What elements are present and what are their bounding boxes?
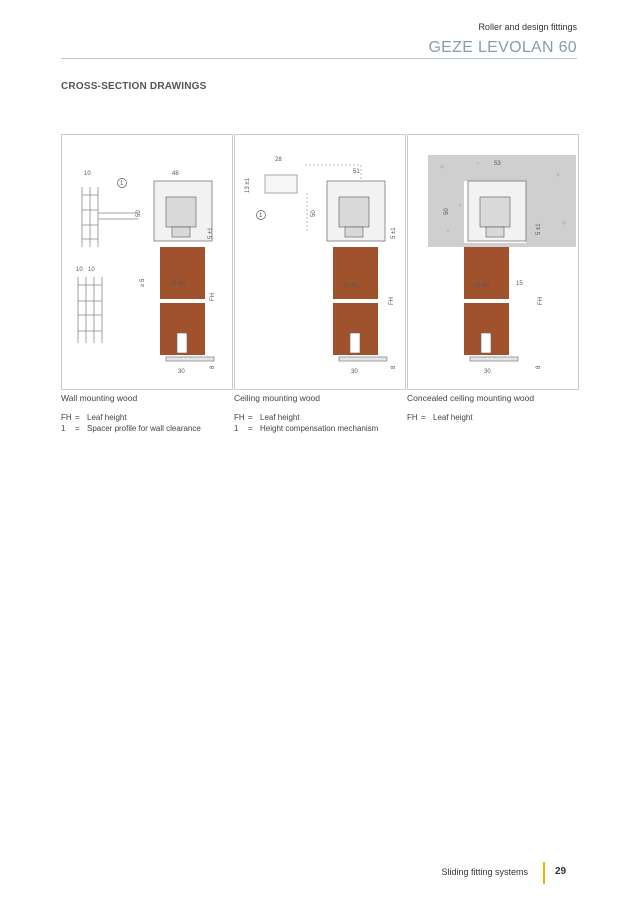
wood-leaf-upper xyxy=(160,247,205,299)
dim-5-tolerance: 5 ±1 xyxy=(536,223,542,235)
dim-30: 30 xyxy=(178,369,185,375)
legend-row xyxy=(61,423,201,434)
header-product-title: GEZE LEVOLAN 60 xyxy=(428,39,577,56)
footer-accent-bar xyxy=(543,862,545,884)
compensation-mechanism xyxy=(265,175,297,193)
callout-1: 1 xyxy=(120,181,124,187)
dim-fh: FH xyxy=(210,293,216,301)
callout-1: 1 xyxy=(259,213,263,219)
dim-28: 28 xyxy=(275,157,282,163)
legend-key: FH xyxy=(61,413,72,422)
page-number: 29 xyxy=(555,866,567,877)
caption-concealed-ceiling: Concealed ceiling mounting wood xyxy=(407,393,535,403)
legend-wall-mounting xyxy=(61,412,201,434)
legend-text: Leaf height xyxy=(87,413,127,422)
spacer-profile-upper xyxy=(82,187,138,247)
legend-row xyxy=(234,423,378,434)
dim-8: 8 xyxy=(210,365,216,369)
dim-10-upper: 10 xyxy=(84,171,91,177)
caption-wall-mounting: Wall mounting wood xyxy=(61,393,138,403)
dim-min-5: ≥ 5 xyxy=(140,278,146,287)
legend-eq: = xyxy=(248,424,253,433)
dim-5-tolerance: 5 ±1 xyxy=(208,227,214,239)
legend-eq: = xyxy=(75,413,80,422)
legend-ceiling-mounting xyxy=(234,412,378,434)
header-divider xyxy=(61,58,577,59)
dim-fh: FH xyxy=(389,297,395,305)
legend-row xyxy=(407,412,473,423)
dim-10-lower-b: 10 xyxy=(88,267,95,273)
concealed-ceiling-drawing xyxy=(408,135,578,389)
ceiling-mounting-drawing xyxy=(235,135,405,389)
dim-48: 48 xyxy=(172,171,179,177)
legend-text: Leaf height xyxy=(433,413,473,422)
legend-key: 1 xyxy=(234,424,239,433)
spacer-profile-lower xyxy=(78,277,102,343)
legend-text: Height compensation mechanism xyxy=(260,424,379,433)
dim-53: 53 xyxy=(494,161,501,167)
dim-30: 30 xyxy=(351,369,358,375)
wall-mounting-drawing xyxy=(62,135,232,389)
dim-8: 8 xyxy=(391,365,397,369)
dim-fh: FH xyxy=(538,297,544,305)
legend-key: FH xyxy=(234,413,245,422)
caption-ceiling-mounting: Ceiling mounting wood xyxy=(234,393,320,403)
dim-50: 50 xyxy=(444,208,450,215)
dim-30: 30 xyxy=(484,369,491,375)
dim-13: 13 ±1 xyxy=(245,178,251,193)
dim-10-lower-a: 10 xyxy=(76,267,83,273)
legend-eq: = xyxy=(75,424,80,433)
wood-leaf-upper xyxy=(333,247,378,299)
drawing-concealed-ceiling-mounting xyxy=(407,134,579,390)
legend-eq: = xyxy=(421,413,426,422)
dim-5-tolerance: 5 ±1 xyxy=(391,227,397,239)
legend-row xyxy=(61,412,201,423)
footer-section-label: Sliding fitting systems xyxy=(441,867,528,877)
dim-15-60: 15-60 xyxy=(170,281,186,287)
legend-eq: = xyxy=(248,413,253,422)
legend-text: Spacer profile for wall clearance xyxy=(87,424,201,433)
legend-key: 1 xyxy=(61,424,66,433)
section-title: CROSS-SECTION DRAWINGS xyxy=(61,81,207,92)
dim-50: 50 xyxy=(136,210,142,217)
dim-50: 50 xyxy=(311,210,317,217)
legend-key: FH xyxy=(407,413,418,422)
dim-15: 15 xyxy=(516,281,523,287)
drawing-ceiling-mounting xyxy=(234,134,406,390)
drawing-wall-mounting xyxy=(61,134,233,390)
legend-text: Leaf height xyxy=(260,413,300,422)
wood-leaf-upper xyxy=(464,247,509,299)
dim-8: 8 xyxy=(536,365,542,369)
legend-concealed-ceiling xyxy=(407,412,473,423)
legend-row xyxy=(234,412,378,423)
dim-15-60: 15-60 xyxy=(343,283,359,289)
dim-51: 51 xyxy=(353,169,360,175)
header-category: Roller and design fittings xyxy=(478,22,577,32)
dim-15-60: 15-60 xyxy=(474,283,490,289)
